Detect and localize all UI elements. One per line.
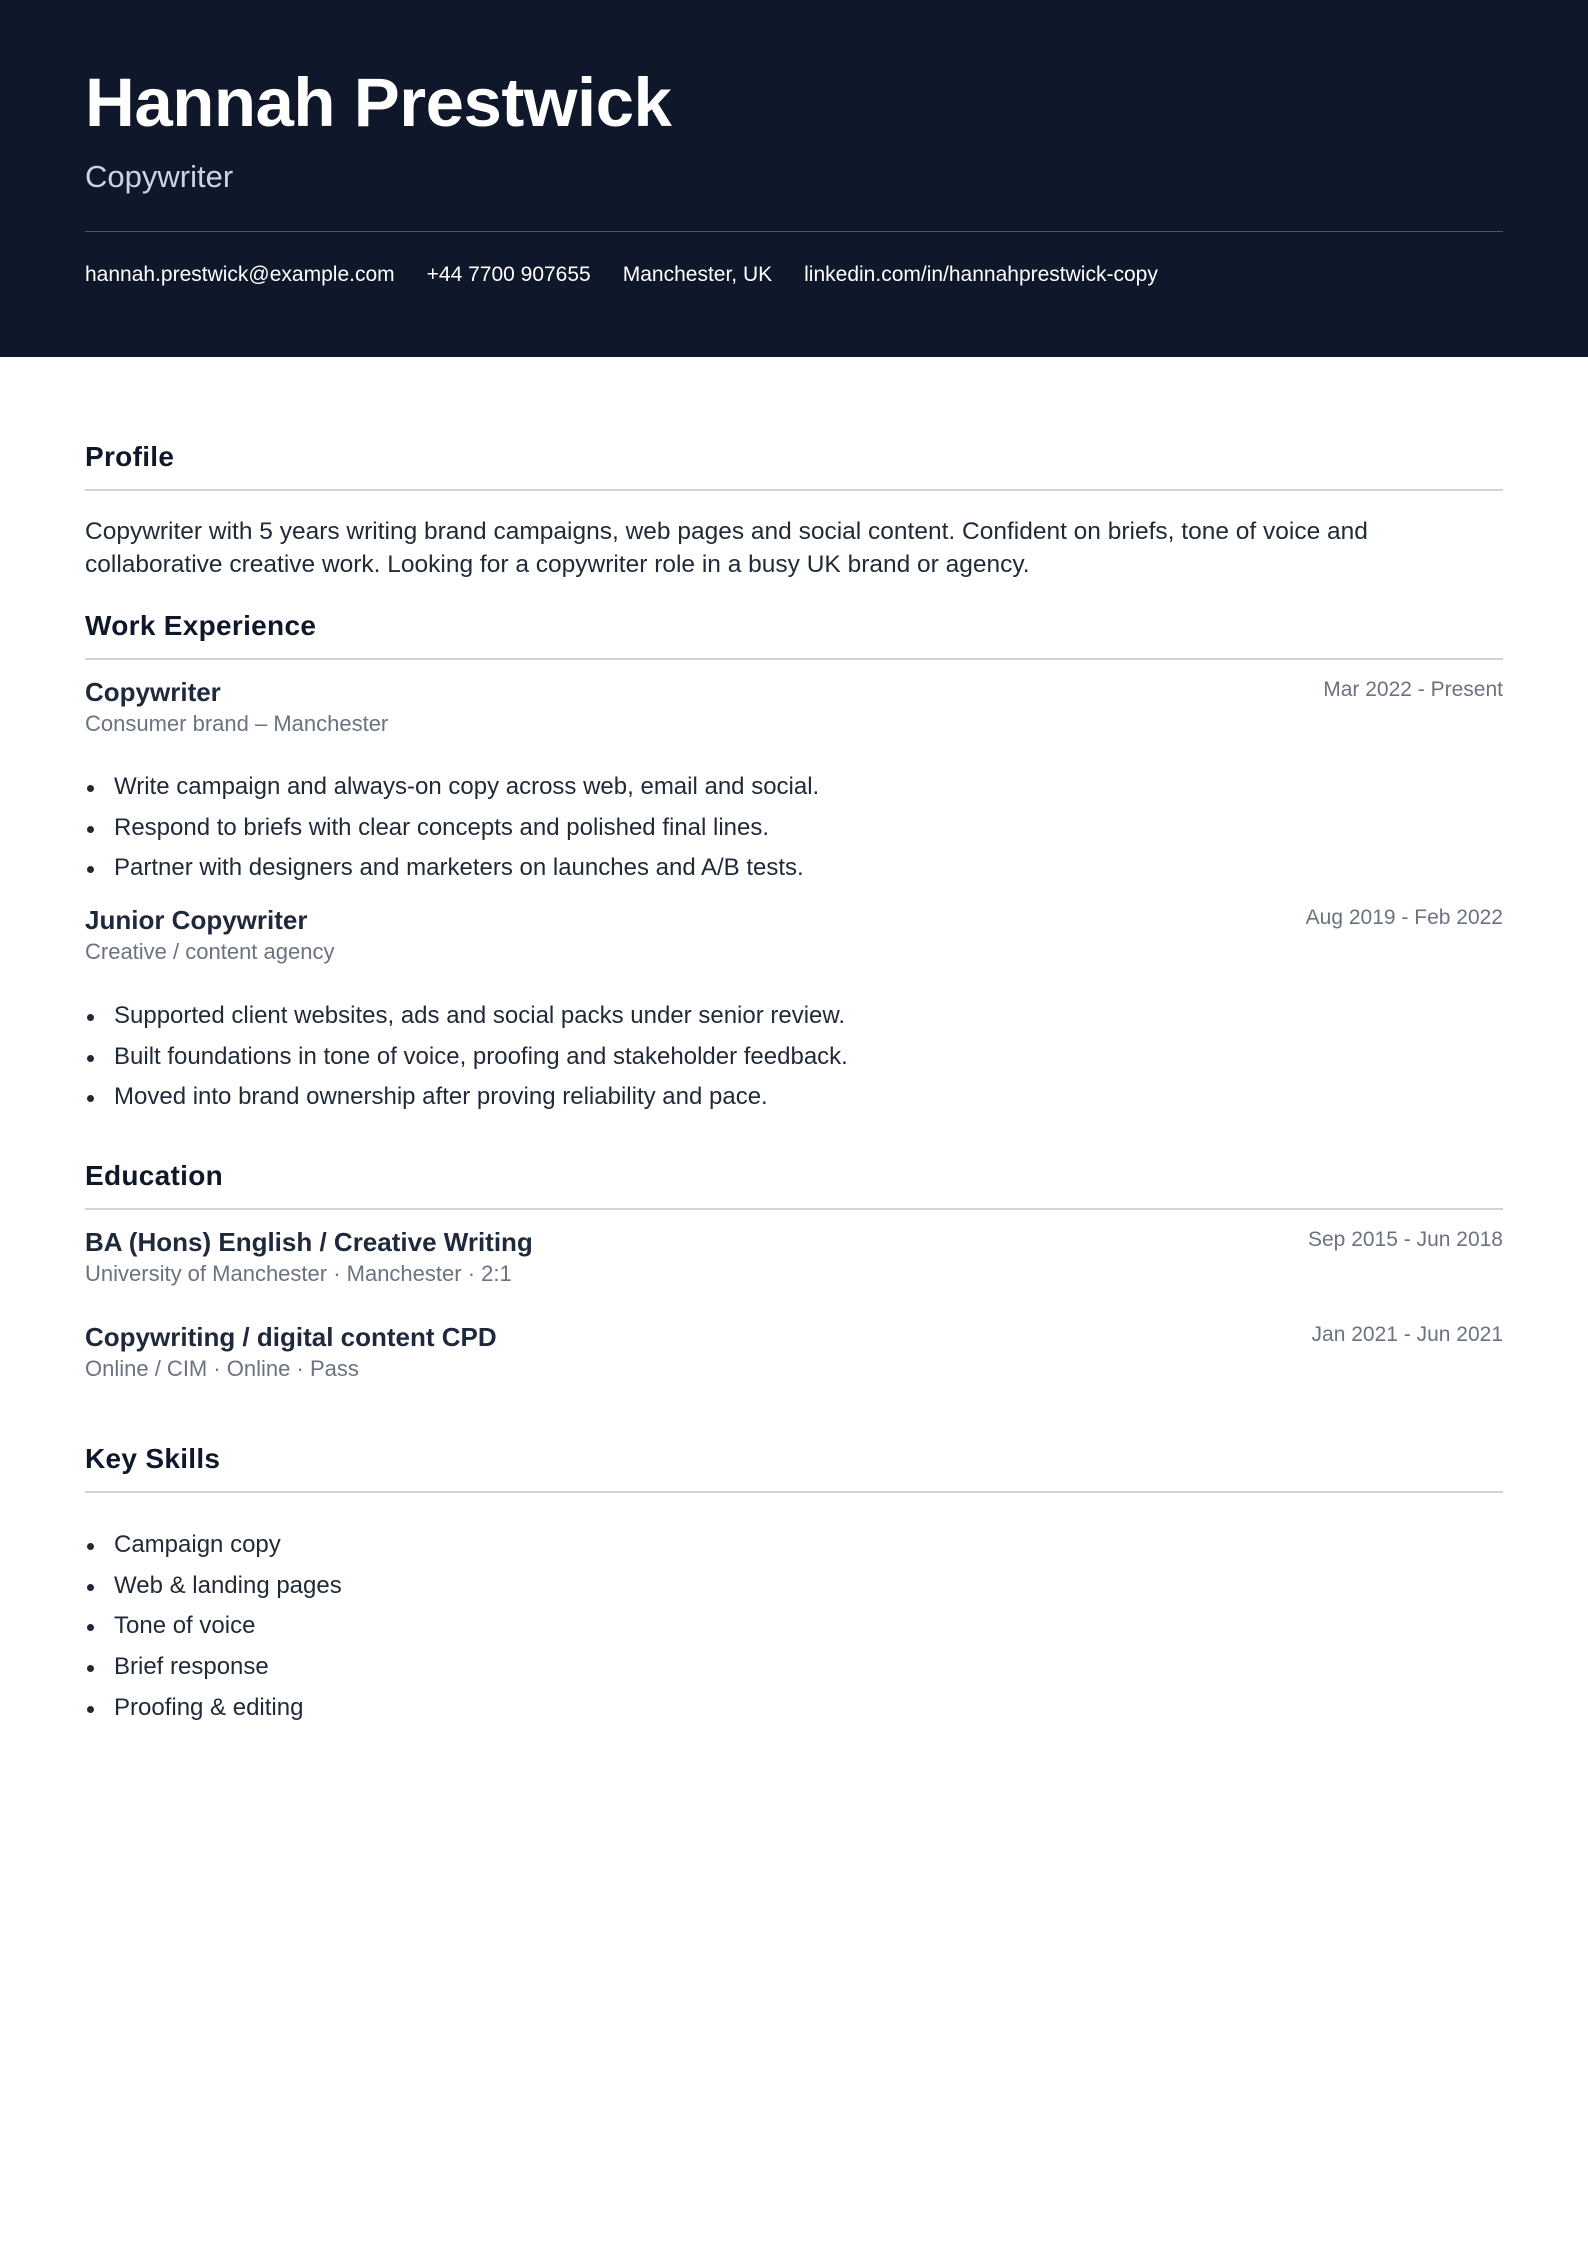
candidate-name: Hannah Prestwick (85, 64, 672, 141)
list-item: Supported client websites, ads and social packs under senior review. (85, 996, 1503, 1037)
job-org: Creative / content agency (85, 939, 335, 964)
skills-list (85, 1525, 1503, 1728)
contact-list (85, 263, 1158, 287)
education-degree: BA (Hons) English / Creative Writing (85, 1227, 533, 1257)
job-dates: Mar 2022 - Present (1323, 678, 1503, 701)
experience-heading: Work Experience (85, 610, 317, 641)
list-item: Respond to briefs with clear concepts and polished final lines. (85, 808, 1503, 849)
list-item: Built foundations in tone of voice, proofing and stakeholder feedback. (85, 1037, 1503, 1078)
profile-heading: Profile (85, 441, 175, 472)
profile-divider (85, 489, 1503, 491)
job-bullets (85, 767, 1503, 889)
skills-heading: Key Skills (85, 1443, 221, 1474)
experience-divider (85, 658, 1503, 660)
education-divider (85, 1208, 1503, 1210)
education-dates: Sep 2015 - Jun 2018 (1308, 1228, 1503, 1251)
contact-phone[interactable]: +44 7700 907655 (426, 263, 591, 286)
list-item: Tone of voice (85, 1606, 1503, 1647)
header-divider (85, 231, 1503, 232)
list-item: Proofing & editing (85, 1688, 1503, 1729)
job-org: Consumer brand – Manchester (85, 711, 389, 736)
contact-location: Manchester, UK (622, 263, 773, 286)
candidate-title: Copywriter (85, 159, 234, 194)
list-item: Moved into brand ownership after proving reliability and pace. (85, 1077, 1503, 1118)
list-item: Campaign copy (85, 1525, 1503, 1566)
skills-divider (85, 1491, 1503, 1493)
education-dates: Jan 2021 - Jun 2021 (1311, 1323, 1503, 1346)
education-degree: Copywriting / digital content CPD (85, 1322, 497, 1352)
education-details: University of Manchester · Manchester · 2:1 (85, 1261, 512, 1286)
resume-header (0, 0, 1588, 357)
job-bullets (85, 996, 1503, 1118)
contact-email[interactable]: hannah.prestwick@example.com (85, 263, 395, 286)
education-details: Online / CIM · Online · Pass (85, 1356, 359, 1381)
education-heading: Education (85, 1160, 224, 1191)
job-role: Copywriter (85, 677, 221, 707)
job-dates: Aug 2019 - Feb 2022 (1305, 906, 1503, 929)
list-item: Brief response (85, 1647, 1503, 1688)
list-item: Partner with designers and marketers on launches and A/B tests. (85, 848, 1503, 889)
list-item: Write campaign and always-on copy across web, email and social. (85, 767, 1503, 808)
list-item: Web & landing pages (85, 1566, 1503, 1607)
contact-linkedin[interactable]: linkedin.com/in/hannahprestwick-copy (804, 263, 1158, 286)
job-role: Junior Copywriter (85, 905, 308, 935)
profile-text: Copywriter with 5 years writing brand campaigns, web pages and social content. Confident on briefs, tone of voice and collaborative creative work. Looking for a copywriter role in a busy UK brand or agency. (85, 518, 1368, 578)
